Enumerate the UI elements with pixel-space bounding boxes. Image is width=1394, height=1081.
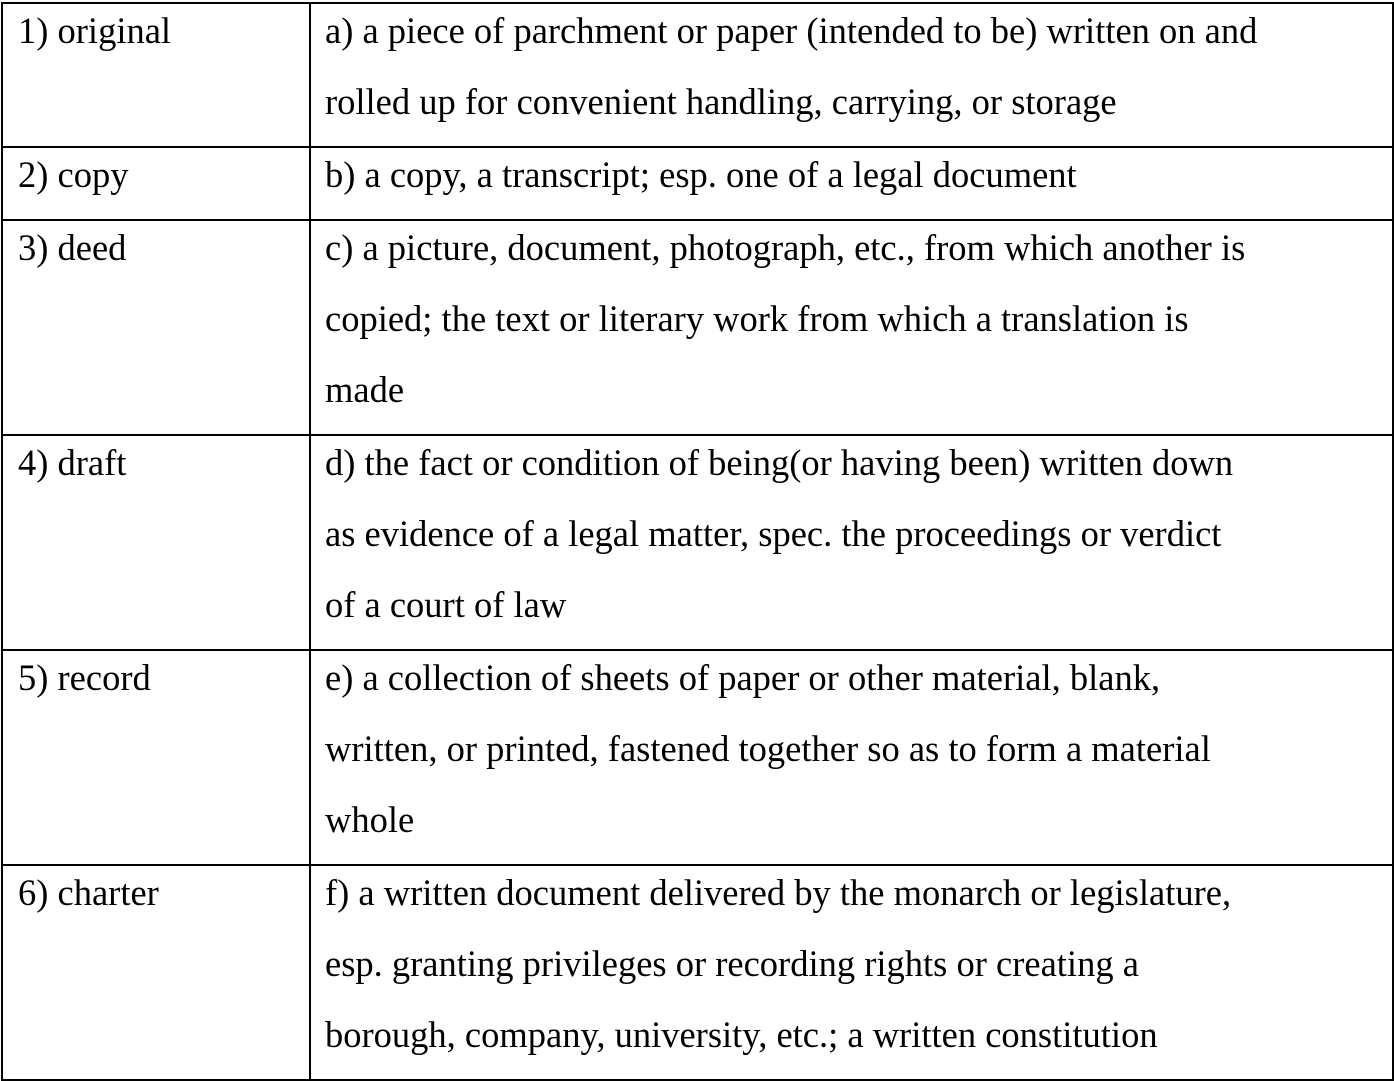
definition-cell [310,435,1393,650]
definition-text [325,0,1386,146]
definition-line: rolled up for convenient handling, carrying, or storage [325,81,1117,122]
definition-line: whole [325,799,415,840]
table-row [2,3,1393,147]
term-text: 4) draft [18,442,127,483]
term-definition-table [1,2,1394,1081]
definition-line: c) a picture, document, photograph, etc., from which another is [325,227,1246,268]
table-row [2,650,1393,865]
term-text: 6) charter [18,872,159,913]
definition-line: written, or printed, fastened together so as to form a material [325,728,1211,769]
definition-text [325,212,1386,434]
table-row [2,220,1393,435]
definition-text [325,139,1386,219]
definition-line: of a court of law [325,584,567,625]
definition-cell [310,650,1393,865]
definition-text [325,642,1386,864]
term-cell [2,3,310,147]
table-row [2,147,1393,220]
definition-cell [310,3,1393,147]
definition-line: f) a written document delivered by the monarch or legislature, [325,872,1232,913]
definition-line: copied; the text or literary work from which a translation is [325,298,1189,339]
table-row [2,865,1393,1080]
definition-line: as evidence of a legal matter, spec. the proceedings or verdict [325,513,1222,554]
definition-text [325,857,1386,1079]
table-row [2,435,1393,650]
term-cell [2,220,310,435]
term-text: 1) original [18,10,172,51]
definition-line: made [325,369,405,410]
term-cell [2,650,310,865]
term-cell [2,435,310,650]
definition-line: e) a collection of sheets of paper or other material, blank, [325,657,1161,698]
term-text: 5) record [18,657,151,698]
term-text: 2) copy [18,154,129,195]
definition-text [325,427,1386,649]
definition-cell [310,865,1393,1080]
definition-line: esp. granting privileges or recording rights or creating a [325,943,1139,984]
definition-cell [310,147,1393,220]
definition-line: d) the fact or condition of being(or having been) written down [325,442,1234,483]
term-text: 3) deed [18,227,127,268]
definition-line: borough, company, university, etc.; a written constitution [325,1014,1158,1055]
definition-line: a) a piece of parchment or paper (intended to be) written on and [325,10,1258,51]
definition-line: b) a copy, a transcript; esp. one of a legal document [325,154,1077,195]
term-cell [2,147,310,220]
definition-cell [310,220,1393,435]
term-cell [2,865,310,1080]
